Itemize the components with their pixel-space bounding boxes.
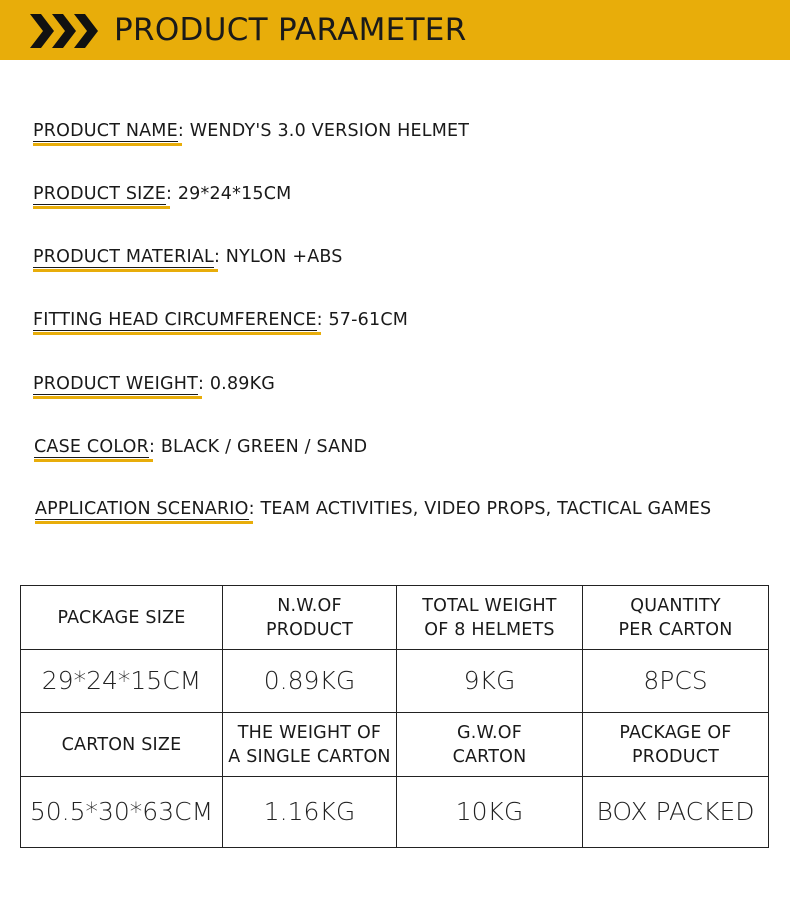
label-underline — [35, 519, 249, 520]
table-header-cell — [223, 713, 397, 777]
table-header-line: PRODUCT — [265, 619, 354, 640]
label-underline — [33, 267, 214, 268]
table-header-line: THE WEIGHT OF — [237, 722, 382, 743]
spec-value: : BLACK / GREEN / SAND — [148, 437, 368, 457]
label-underline — [34, 457, 149, 458]
table-header-line: N.W.OF — [277, 595, 342, 616]
table-header-line: G.W.OF — [456, 722, 523, 743]
spec-row-product-material — [33, 247, 343, 267]
spec-row-case-color — [34, 437, 367, 457]
table-header-line: A SINGLE CARTON — [228, 746, 391, 767]
table-value-cell: 10KG — [397, 777, 583, 848]
spec-value: : 29*24*15CM — [165, 184, 292, 204]
table-value-cell: 1.16KG — [223, 777, 397, 848]
spec-value: : NYLON +ABS — [213, 247, 343, 267]
spec-value: : 0.89KG — [197, 374, 276, 394]
table-value-cell: BOX PACKED — [583, 777, 769, 848]
spec-label: CASE COLOR — [34, 437, 149, 457]
spec-label: PRODUCT NAME — [33, 121, 178, 141]
label-underline — [33, 394, 198, 395]
table-header-line: OF 8 HELMETS — [424, 619, 555, 640]
table-header-row — [21, 586, 769, 650]
spec-value: : 57-61CM — [316, 310, 409, 330]
table-header-line: PACKAGE OF — [619, 722, 732, 743]
table-header-line: PER CARTON — [618, 619, 733, 640]
table-value-cell: 8PCS — [583, 650, 769, 713]
label-underline — [33, 330, 317, 331]
table-value-row — [21, 777, 769, 848]
spec-label: FITTING HEAD CIRCUMFERENCE — [33, 310, 317, 330]
label-underline — [33, 141, 178, 142]
table-header-line: CARTON SIZE — [61, 734, 182, 755]
spec-label: APPLICATION SCENARIO — [35, 499, 249, 519]
page-title: PRODUCT PARAMETER — [114, 12, 467, 48]
triple-chevron-icon — [30, 14, 100, 48]
spec-label: PRODUCT SIZE — [33, 184, 166, 204]
table-header-cell — [21, 586, 223, 650]
spec-row-head-circumference — [33, 310, 408, 330]
table-header-line: PACKAGE SIZE — [57, 607, 186, 628]
table-value-row — [21, 650, 769, 713]
spec-row-product-size — [33, 184, 291, 204]
table-value-cell: 0.89KG — [223, 650, 397, 713]
spec-row-product-name — [33, 121, 469, 141]
table-header-cell — [397, 586, 583, 650]
table-header-cell — [397, 713, 583, 777]
spec-row-product-weight — [33, 374, 275, 394]
table-header-line: CARTON — [452, 746, 527, 767]
parameter-table — [20, 585, 769, 848]
spec-row-application-scenario — [35, 499, 711, 519]
spec-label: PRODUCT WEIGHT — [33, 374, 198, 394]
spec-value: : TEAM ACTIVITIES, VIDEO PROPS, TACTICAL GAMES — [248, 499, 712, 519]
table-header-cell — [21, 713, 223, 777]
table-header-line: PRODUCT — [631, 746, 720, 767]
table-header-line: QUANTITY — [630, 595, 721, 616]
table-header-cell — [583, 586, 769, 650]
header-bar — [0, 0, 790, 60]
parameter-table-body — [21, 586, 769, 848]
table-value-cell: 9KG — [397, 650, 583, 713]
table-header-row — [21, 713, 769, 777]
spec-value: : WENDY'S 3.0 VERSION HELMET — [177, 121, 470, 141]
table-value-cell: 29*24*15CM — [21, 650, 223, 713]
table-value-cell: 50.5*30*63CM — [21, 777, 223, 848]
spec-label: PRODUCT MATERIAL — [33, 247, 214, 267]
label-underline — [33, 204, 166, 205]
table-header-line: TOTAL WEIGHT — [422, 595, 557, 616]
table-header-cell — [583, 713, 769, 777]
table-header-cell — [223, 586, 397, 650]
